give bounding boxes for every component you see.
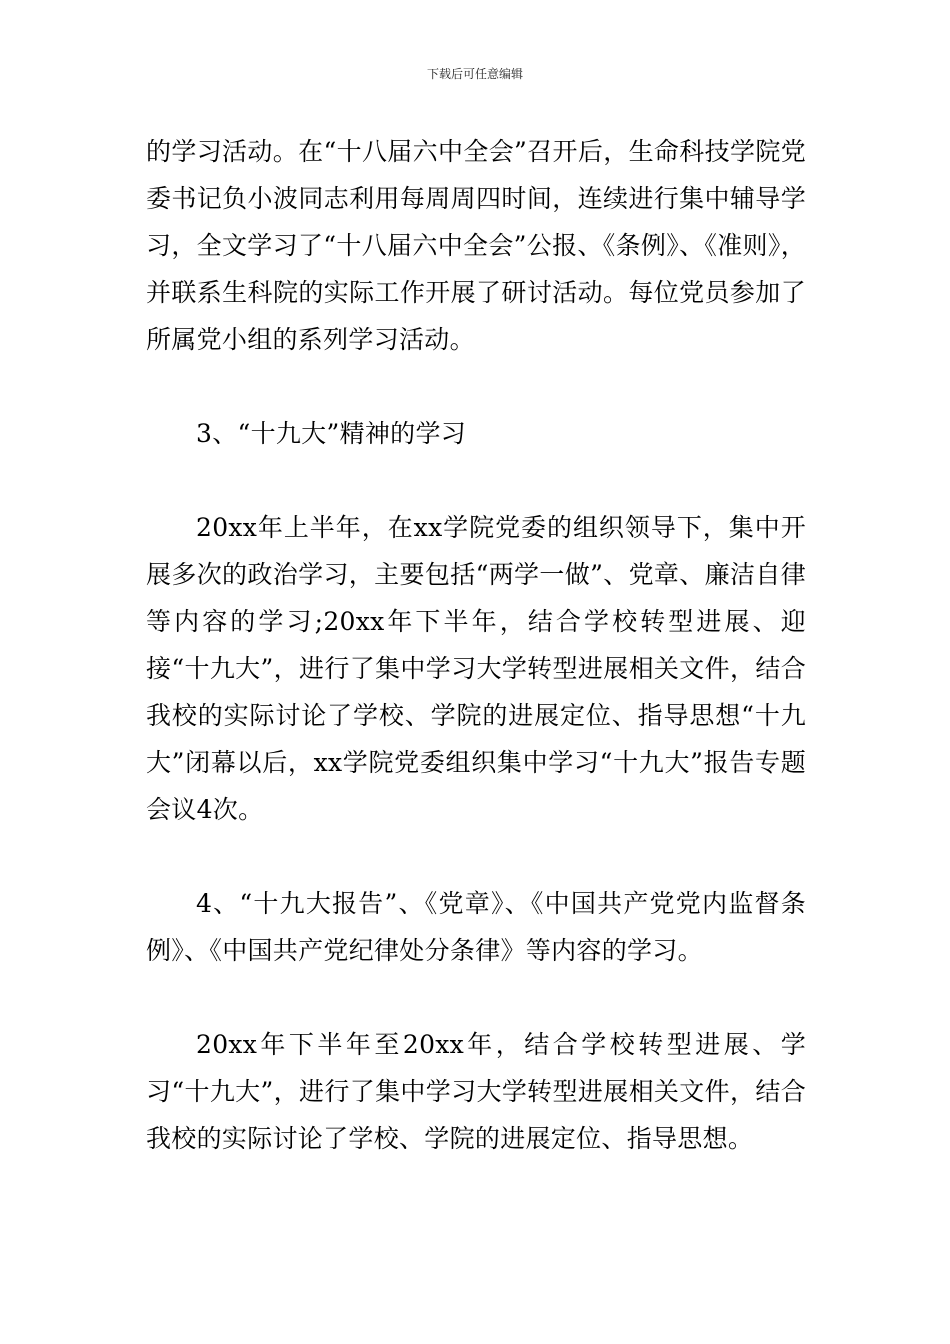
page-header: 下载后可任意编辑 [426,67,523,81]
document-body [146,128,806,1162]
paragraph-spacer [146,974,806,1021]
paragraph-spacer [146,363,806,410]
paragraph-1: 的学习活动。在“十八届六中全会”召开后，生命科技学院党委书记负小波同志利用每周周四时间，连续进行集中辅导学习，全文学习了“十八届六中全会”公报、《条例》、《准则》，并联系生科院的实际工作开展了研讨活动。每位党员参加了所属党小组的系列学习活动。 [146,137,806,354]
paragraph-2: 20xx年上半年，在xx学院党委的组织领导下，集中开展多次的政治学习，主要包括“两学一做”、党章、廉洁自律等内容的学习;20xx年下半年，结合学校转型进展、迎接“十九大”，进行了集中学习大学转型进展相关文件，结合我校的实际讨论了学校、学院的进展定位、指导思想“十九大”闭幕以后，xx学院党委组织集中学习“十九大”报告专题会议4次。 [146,513,806,824]
paragraph-spacer [146,833,806,880]
section-heading-4: 4、“十九大报告”、《党章》、《中国共产党党内监督条例》、《中国共产党纪律处分条律》等内容的学习。 [146,889,806,965]
section-heading-3: 3、“十九大”精神的学习 [196,419,467,448]
paragraph-spacer [146,457,806,504]
paragraph-3: 20xx年下半年至20xx年，结合学校转型进展、学习“十九大”，进行了集中学习大学转型进展相关文件，结合我校的实际讨论了学校、学院的进展定位、指导思想。 [146,1030,806,1153]
